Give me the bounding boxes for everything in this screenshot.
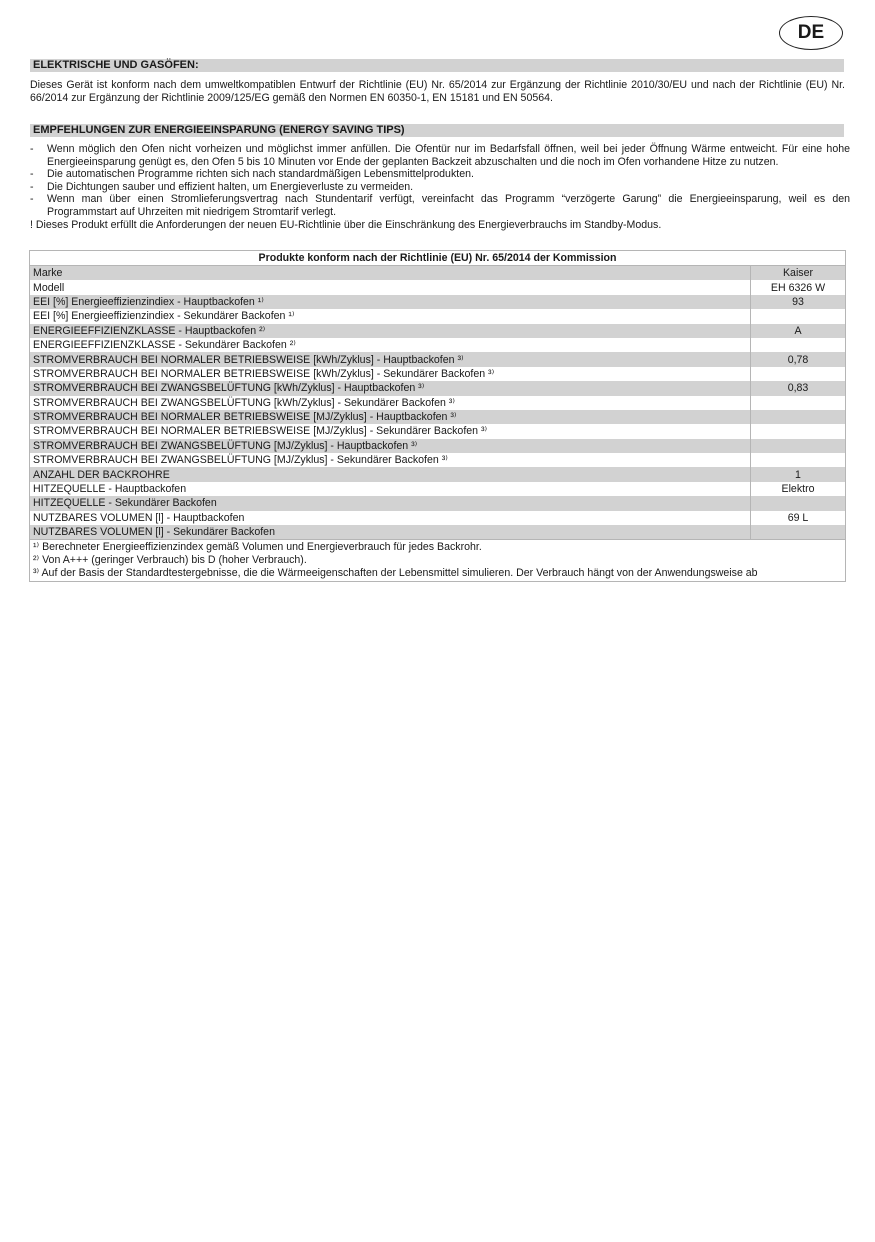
table-row [30,352,846,366]
row-value [751,424,846,438]
row-value: EH 6326 W [770,281,826,294]
row-value [751,396,846,410]
tip-text: Wenn man über einen Stromlieferungsvertrag nach Stundentarif verfügt, vereinfacht das Programm “verzögerte Garung” die Energieeinsparung, weil es den Programmstart auf Uhrzeiten mit niedrigem Stromtarif verlegt. [47,193,850,218]
table-row [30,467,846,481]
table-row [30,324,846,338]
row-value: Kaiser [751,266,846,281]
row-label: ENERGIEEFFIZIENZKLASSE - Sekundärer Backofen ²⁾ [30,338,751,352]
row-label: STROMVERBRAUCH BEI ZWANGSBELÜFTUNG [MJ/Zyklus] - Hauptbackofen ³⁾ [30,439,751,453]
tip-dash: - [30,143,34,155]
tip-text: Die automatischen Programme richten sich nach standardmäßigen Lebensmittelprodukten. [47,168,474,181]
row-label: STROMVERBRAUCH BEI ZWANGSBELÜFTUNG [kWh/Zyklus] - Hauptbackofen ³⁾ [30,381,751,395]
row-label: STROMVERBRAUCH BEI ZWANGSBELÜFTUNG [kWh/Zyklus] - Sekundärer Backofen ³⁾ [30,396,751,410]
row-label: Marke [30,266,751,281]
table-row [30,295,846,309]
row-label: ENERGIEEFFIZIENZKLASSE - Hauptbackofen ²⁾ [30,324,751,338]
tip-text: Wenn möglich den Ofen nicht vorheizen und möglichst immer anfüllen. Die Ofentür nur im Bedarfsfall öffnen, weil bei jeder Öffnung Wärme entweicht. Für eine hohe Energieeinsparung genügt es, den Ofen 5 bis 10 Minuten vor Ende der geplanten Backzeit abzuschalten und die noch im Ofen vorhandene Hitze zu nutzen. [47,143,850,168]
footnote: ¹⁾ Berechneter Energieeffizienzindex gemäß Volumen und Energieverbrauch für jedes Backrohr. [33,541,482,554]
footnotes [30,540,846,582]
footnotes-row [30,540,846,582]
table-row [30,439,846,453]
table-row [30,266,846,281]
row-value: 93 [751,295,846,309]
table-row [30,482,846,496]
footnote: ²⁾ Von A+++ (geringer Verbrauch) bis D (hoher Verbrauch). [33,554,307,567]
row-value: 69 L [787,511,809,524]
energy-saving-tips-list [30,143,850,231]
row-value [751,439,846,453]
row-value: 0,78 [751,352,846,366]
tip-dash: - [30,168,34,181]
row-value [751,525,846,540]
language-badge: DE [779,16,843,50]
row-label: STROMVERBRAUCH BEI NORMALER BETRIEBSWEISE [kWh/Zyklus] - Sekundärer Backofen ³⁾ [30,367,751,381]
row-value: Elektro [781,483,815,496]
table-row [30,525,846,540]
row-label: NUTZBARES VOLUMEN [l] - Hauptbackofen [30,511,751,525]
tip-item [30,168,850,181]
footnote: ³⁾ Auf der Basis der Standardtestergebnisse, die die Wärmeeigenschaften der Lebensmittel simulieren. Der Verbrauch hängt von der Anwendungsweise ab [33,567,758,580]
table-title-row [30,251,846,266]
standby-note: ! Dieses Produkt erfüllt die Anforderungen der neuen EU-Richtlinie über die Einschränkung des Energieverbrauchs im Standby-Modus. [30,218,662,231]
product-data-table [29,250,846,582]
row-value: 0,83 [751,381,846,395]
row-label: STROMVERBRAUCH BEI NORMALER BETRIEBSWEISE [MJ/Zyklus] - Sekundärer Backofen ³⁾ [30,424,751,438]
section-title-energy-saving-tips: EMPFEHLUNGEN ZUR ENERGIEEINSPARUNG (ENERGY SAVING TIPS) [30,124,844,137]
table-title: Produkte konform nach der Richtlinie (EU) Nr. 65/2014 der Kommission [30,251,846,266]
row-label: STROMVERBRAUCH BEI NORMALER BETRIEBSWEISE [kWh/Zyklus] - Hauptbackofen ³⁾ [30,352,751,366]
table-row [30,381,846,395]
row-label: ANZAHL DER BACKROHRE [30,467,751,481]
row-label: EEI [%] Energieeffizienzindiex - Sekundärer Backofen ¹⁾ [30,309,751,323]
tip-item [30,143,850,168]
tip-dash: - [30,193,34,206]
row-label: EEI [%] Energieeffizienzindiex - Hauptbackofen ¹⁾ [30,295,751,309]
row-label: NUTZBARES VOLUMEN [l] - Sekundärer Backofen [30,525,751,540]
row-label: STROMVERBRAUCH BEI NORMALER BETRIEBSWEISE [MJ/Zyklus] - Hauptbackofen ³⁾ [30,410,751,424]
row-label: Modell [30,280,751,294]
row-value [751,410,846,424]
row-value [751,338,846,352]
row-value: A [751,324,846,338]
table-row [30,309,846,323]
table-row [30,410,846,424]
tip-text: Die Dichtungen sauber und effizient halten, um Energieverluste zu vermeiden. [47,180,414,193]
row-value [751,496,846,510]
table-row [30,367,846,381]
row-value: 1 [751,467,846,481]
conformity-paragraph: Dieses Gerät ist konform nach dem umweltkompatiblen Entwurf der Richtlinie (EU) Nr. 65/2014 zur Ergänzung der Richtlinie 2010/30/EU und nach der Richtlinie (EU) Nr. 66/2014 zur Ergänzung der Richtlinie 2009/125/EG gemäß den Normen EN 60350-1, EN 15181 und EN 50564. [30,79,845,104]
row-label: HITZEQUELLE - Sekundärer Backofen [30,496,751,510]
table-row [30,496,846,510]
table-row [30,338,846,352]
tip-dash: - [30,180,34,193]
row-label: STROMVERBRAUCH BEI ZWANGSBELÜFTUNG [MJ/Zyklus] - Sekundärer Backofen ³⁾ [30,453,751,467]
tip-item [30,193,850,218]
row-value [751,367,846,381]
section-title-electric-gas-ovens: ELEKTRISCHE UND GASÖFEN: [30,59,844,72]
table-row [30,511,846,525]
table-row [30,453,846,467]
row-label: HITZEQUELLE - Hauptbackofen [30,482,751,496]
row-value [751,453,846,467]
table-row [30,280,846,294]
table-row [30,396,846,410]
tip-item [30,181,850,194]
row-value [751,309,846,323]
table-row [30,424,846,438]
